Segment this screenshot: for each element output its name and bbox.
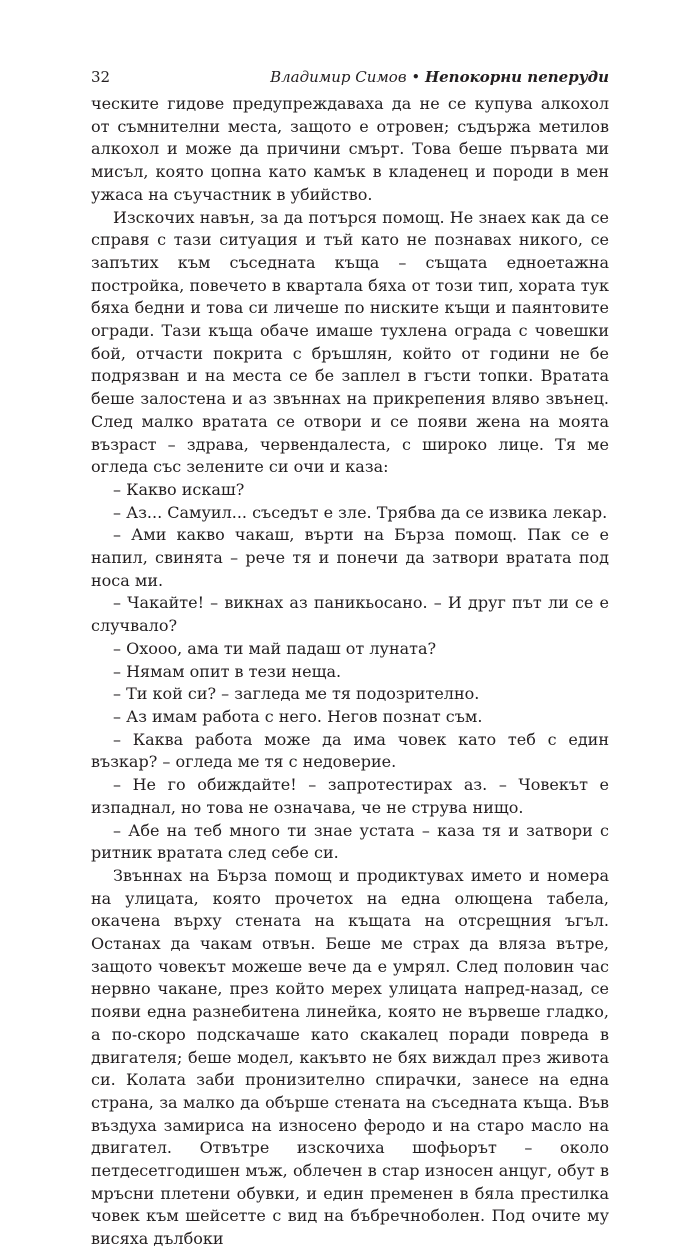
dialogue-line: – Какво искаш? — [113, 479, 245, 499]
paragraph: Звъннах на Бърза помощ и продиктувах името и номера на улицата, която прочетох на една олющена табела, окачена върху стената на къщата на отсрещния ъгъл. Останах да чакам отвън. Беше ме страх да вляза вътре, защото човекът можеше вече да е умрял. След половин час нервно чакане, през който мерех улицата напред-назад, се появи една разнебитена линейка, която не вървеше гладко, а по-скоро подскачаше като скакалец поради повреда в двигателя; беше модел, какъвто не бях виждал през живота си. Колата заби пронизително спирачки, занесе на една страна, за малко да обърше стената на съседната къща. Във въздуха замириса на износено феродо и на старо масло на двигател. Отвътре изскочиха шофьорът – около петдесетгодишен мъж, облечен в стар износен анцуг, обут в мръсни плетени обувки, и един пременен в бяла престилка човек към шейсетте с вид на бъбречноболен. Под очите му висяха дълбоки — [91, 865, 609, 1249]
dialogue-line: – Аз имам работа с него. Негов познат съм. — [113, 706, 483, 726]
dialogue-line: – Аз... Самуил... съседът е зле. Трябва да се извика лекар. — [113, 502, 608, 522]
page-number: 32 — [91, 68, 111, 86]
paragraph: ческите гидове предупреждаваха да не се купува алкохол от съмнителни места, защото е отровен; съдържа метилов алкохол и може да причини смърт. Това беше първата ми мисъл, която цопна като камък в кладенец и породи в мен ужаса на съучастник в убийство. — [91, 94, 609, 204]
running-head — [270, 66, 609, 88]
dialogue-line: – Чакайте! – викнах аз паникьосано. – И друг път ли се е случвало? — [91, 593, 609, 636]
header-separator: • — [406, 68, 425, 86]
book-title: Непокорни пеперуди — [424, 68, 609, 86]
dialogue-line: – Нямам опит в тези неща. — [113, 661, 342, 681]
dialogue-line: – Охооо, ама ти май падаш от луната? — [113, 638, 437, 658]
dialogue-line: – Ти кой си? – загледа ме тя подозрително. — [113, 684, 480, 704]
paragraph: Изскочих навън, за да потърся помощ. Не знаех как да се справя с тази ситуация и тъй като не познавах никого, се запътих към съседната къща – същата едноетажна постройка, повечето в квартала бяха от този тип, хората тук бяха бедни и това си личеше по ниските къщи и паянтовите огради. Тази къща обаче имаше тухлена ограда с човешки бой, отчасти покрита с бръшлян, който от години не бе подрязван и на места се бе заплел в гъсти топки. Вратата беше залостена и аз звъннах на прикрепения вляво звънец. След малко вратата се отвори и се появи жена на моята възраст – здрава, червендалеста, с широко лице. Тя ме огледа със зелените си очи и каза: — [91, 207, 609, 477]
dialogue-line: – Абе на теб много ти знае устата – каза тя и затвори с ритник вратата след себе си. — [91, 820, 609, 863]
dialogue-line: – Не го обиждайте! – запротестирах аз. – Човекът е изпаднал, но това не означава, че не струва нищо. — [91, 775, 609, 817]
author-name: Владимир Симов — [270, 68, 407, 86]
dialogue-line: – Каква работа може да има човек като теб с един възкар? – огледа ме тя с недоверие. — [91, 729, 609, 772]
page-header — [91, 66, 609, 88]
dialogue-line: – Ами какво чакаш, върти на Бърза помощ. Пак се е напил, свинята – рече тя и понечи да затвори вратата под носа ми. — [91, 525, 609, 590]
body-text — [91, 93, 609, 1251]
